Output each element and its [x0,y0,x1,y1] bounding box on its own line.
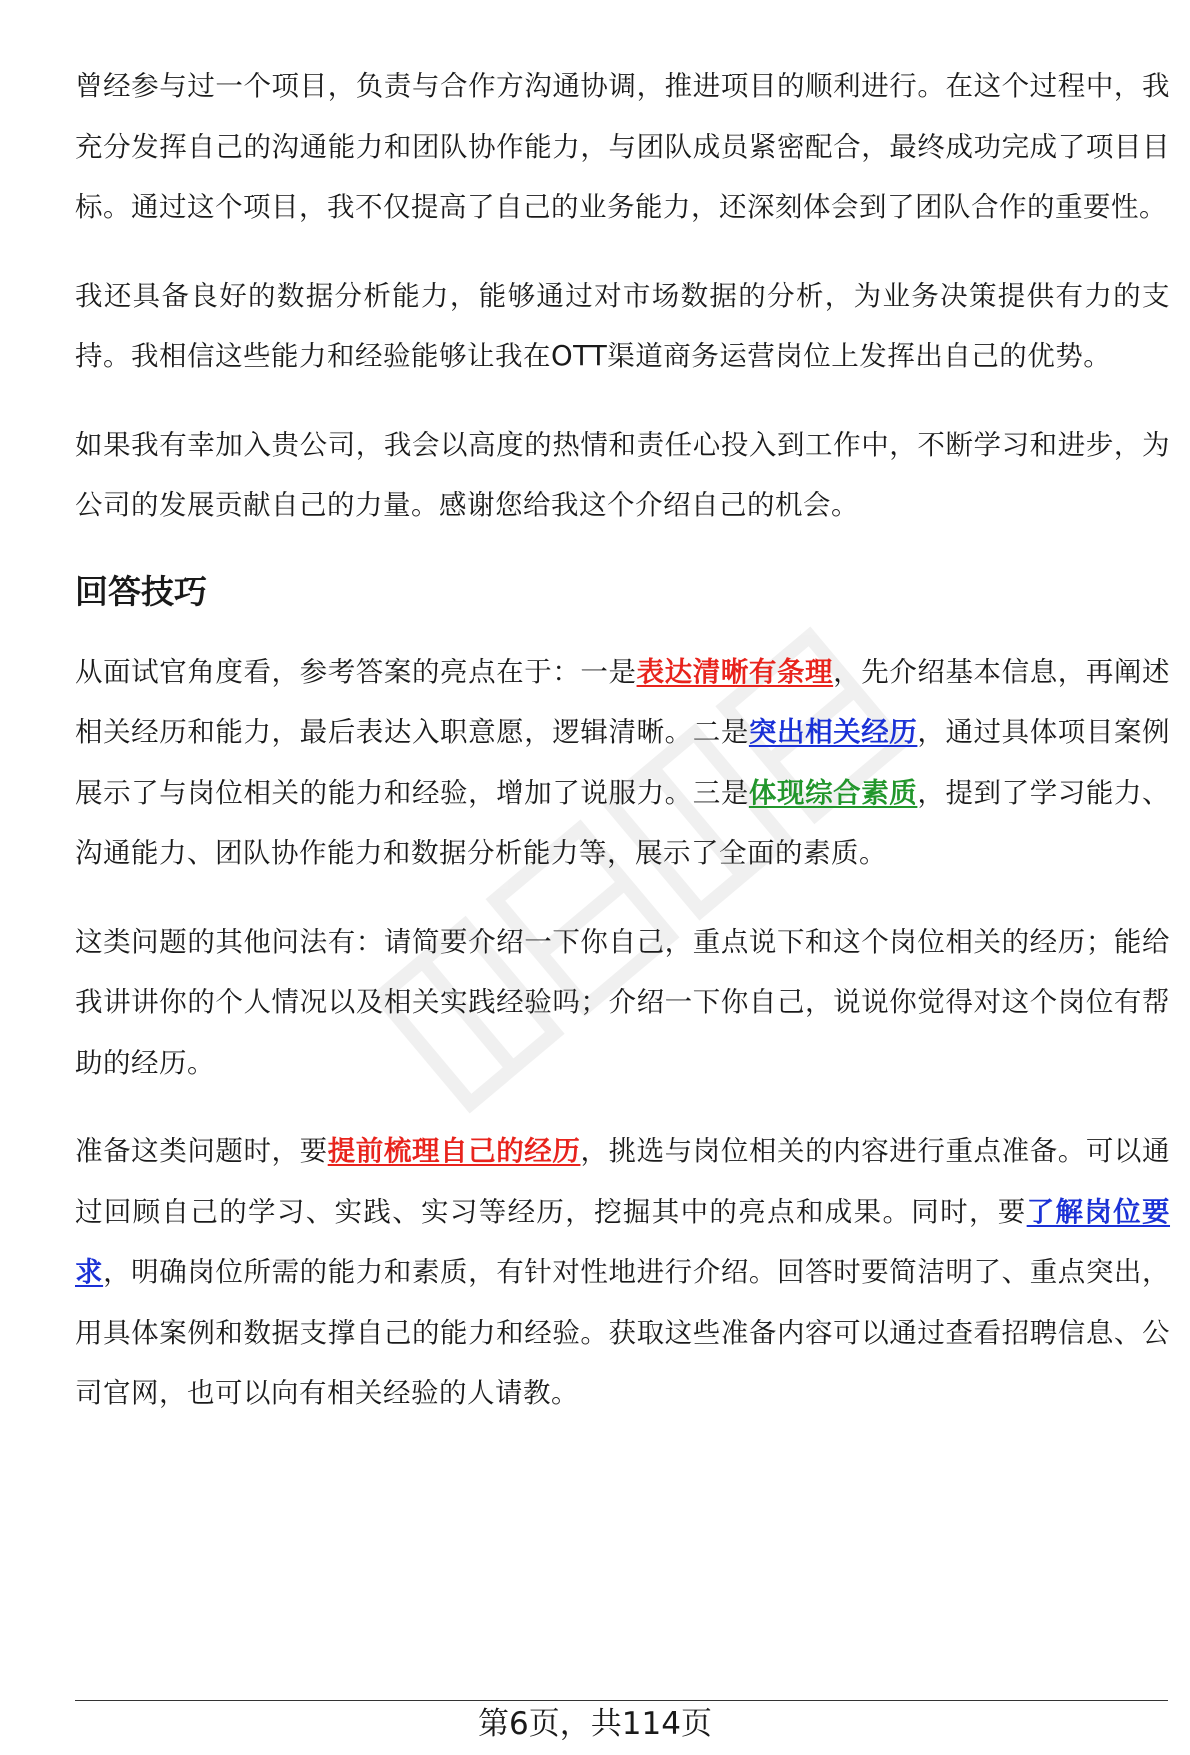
paragraph-data-analysis: 我还具备良好的数据分析能力，能够通过对市场数据的分析，为业务决策提供有力的支持。我相信这些能力和经验能够让我在OTT渠道商务运营岗位上发挥出自己的优势。 [75,279,1170,372]
paragraph-preparation [75,1121,1170,1424]
text-run: 准备这类问题时，要 [75,1135,328,1167]
text-run: ，先介绍基本信息，再阐述相关经历和能力，最后表达入职意愿，逻辑清晰。二是 [75,655,1171,748]
text-run: ，挑选与岗位相关的内容进行重点准备。可以通过回顾自己的学习、实践、实习等经历，挖掘其中的亮点和成果。同时，要 [75,1135,1171,1228]
footer-divider [75,1700,1168,1701]
paragraph-tips-highlights [75,642,1170,884]
highlight-understand-requirements: 了解岗位要求 [75,1195,1171,1288]
paragraph-project-experience: 曾经参与过一个项目，负责与合作方沟通协调，推进项目的顺利进行。在这个过程中，我充分发挥自己的沟通能力和团队协作能力，与团队成员紧密配合，最终成功完成了项目目标。通过这个项目，我不仅提高了自己的业务能力，还深刻体会到了团队合作的重要性。 [75,70,1170,223]
highlight-relevant-experience: 突出相关经历 [748,716,918,748]
text-run: ，明确岗位所需的能力和素质，有针对性地进行介绍。回答时要简洁明了、重点突出，用具体案例和数据支撑自己的能力和经验。获取这些准备内容可以通过查看招聘信息、公司官网，也可以向有相关经验的人请教。 [75,1256,1171,1409]
text-run: ，通过具体项目案例展示了与岗位相关的能力和经验，增加了说服力。三是 [75,716,1171,809]
section-heading-answer-tips: 回答技巧 [75,571,207,611]
page-number: 第6页，共114页 [478,1706,712,1742]
text-run: ，提到了学习能力、沟通能力、团队协作能力和数据分析能力等，展示了全面的素质。 [75,776,1171,869]
paragraph-closing: 如果我有幸加入贵公司，我会以高度的热情和责任心投入到工作中，不断学习和进步，为公司的发展贡献自己的力量。感谢您给我这个介绍自己的机会。 [75,428,1170,521]
highlight-overall-quality: 体现综合素质 [748,776,918,809]
document-body [75,56,1170,1424]
highlight-clear-structure: 表达清晰有条理 [636,655,834,688]
text-run: 从面试官角度看，参考答案的亮点在于：一是 [75,655,637,688]
paragraph-alternative-questions: 这类问题的其他问法有：请简要介绍一下你自己，重点说下和这个岗位相关的经历；能给我讲讲你的个人情况以及相关实践经验吗；介绍一下你自己，说说你觉得对这个岗位有帮助的经历。 [75,925,1170,1079]
highlight-sort-experience: 提前梳理自己的经历 [327,1135,581,1167]
